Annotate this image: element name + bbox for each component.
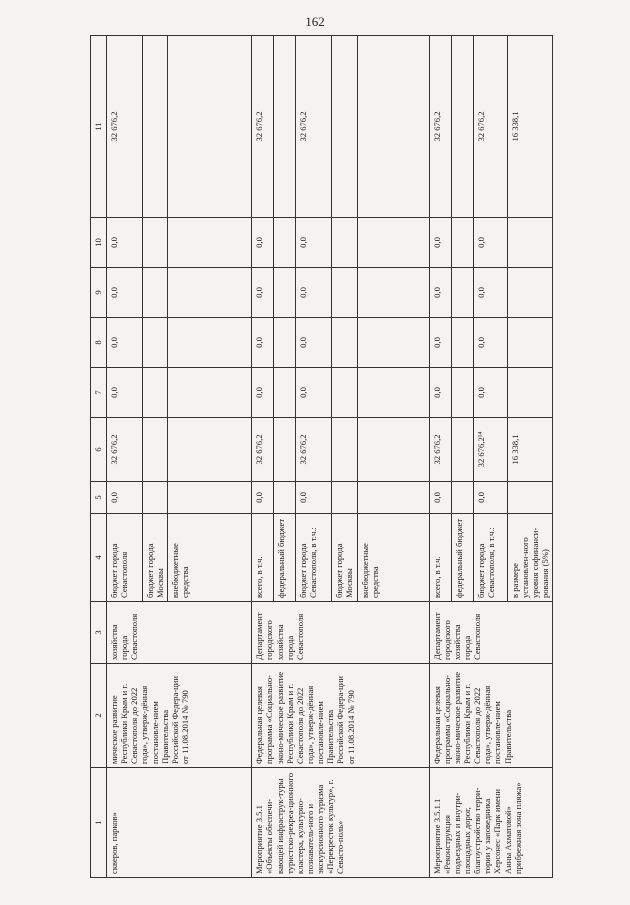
value-cell: 32 676,2 — [252, 36, 274, 218]
value-cell: 32 676,2 — [296, 418, 332, 482]
value-cell — [143, 36, 168, 218]
value-cell — [451, 418, 473, 482]
value-cell — [357, 418, 429, 482]
value-cell — [274, 218, 296, 268]
value-cell — [143, 482, 168, 514]
value-cell: 0,0 — [296, 268, 332, 318]
value-cell: 0,0 — [429, 482, 451, 514]
funding-source-cell: бюджет города Москвы — [143, 514, 168, 602]
header-cell: 5 — [91, 482, 107, 514]
value-cell — [451, 218, 473, 268]
measure-name-cell: Мероприятие 3.5.1 «Объекты обеспечи-вающей инфраструк-туры туристско-рекреа-ционного кластера, культурно-познаватель-ного и экскурсионного туризма «Перекресток культур», г. Севасто-поль» — [252, 768, 429, 878]
value-cell: 0,0 — [107, 218, 143, 268]
department-cell: Департамент городского хозяйства города Севастополя — [429, 602, 553, 664]
value-cell — [451, 268, 473, 318]
value-cell — [451, 36, 473, 218]
value-cell — [507, 368, 553, 418]
funding-source-cell: в размере установлен-ного уровня софинанси-рования (5%) — [507, 514, 553, 602]
value-cell — [168, 482, 252, 514]
value-cell — [274, 482, 296, 514]
value-cell — [332, 368, 357, 418]
value-cell — [507, 318, 553, 368]
header-cell: 7 — [91, 368, 107, 418]
value-cell — [507, 218, 553, 268]
header-cell: 11 — [91, 36, 107, 218]
value-cell: 0,0 — [473, 482, 507, 514]
value-cell — [332, 218, 357, 268]
table-row — [252, 36, 274, 878]
value-cell — [332, 318, 357, 368]
funding-source-cell: бюджет города Севастополя — [107, 514, 143, 602]
department-cell: хозяйства города Севастополя — [107, 602, 252, 664]
budget-table — [90, 35, 553, 878]
value-cell: 0,0 — [252, 482, 274, 514]
value-cell — [143, 268, 168, 318]
value-cell: 0,0 — [429, 368, 451, 418]
value-cell: 32 676,2 — [296, 36, 332, 218]
value-cell: 0,0 — [107, 268, 143, 318]
funding-source-cell: внебюджетные средства — [168, 514, 252, 602]
value-cell: 0,0 — [429, 318, 451, 368]
value-cell — [274, 318, 296, 368]
value-cell: 32 676,2 — [429, 36, 451, 218]
header-cell: 9 — [91, 268, 107, 318]
value-cell: 0,0 — [429, 218, 451, 268]
value-cell — [332, 268, 357, 318]
value-cell — [168, 418, 252, 482]
measure-name-cell: скверов, парков» — [107, 768, 252, 878]
program-cell: Федеральная целевая программа «Социально-эконо-мическое развитие Республики Крым и г. Севастополя до 2022 года», утверж-дённая постановле-нием Правительства Российской Федера-ции от 11.08.2014 № 790 — [252, 664, 429, 768]
funding-source-cell: федеральный бюджет — [274, 514, 296, 602]
value-cell — [357, 482, 429, 514]
value-cell — [168, 36, 252, 218]
value-cell: 0,0 — [296, 218, 332, 268]
value-cell — [357, 36, 429, 218]
value-cell: 32 676,2 — [107, 36, 143, 218]
funding-source-cell: бюджет города Севастополя, в т.ч.: — [473, 514, 507, 602]
funding-source-cell: всего, в т.ч. — [252, 514, 274, 602]
program-cell: мическое развитие Республики Крым и г. Севастополя до 2022 года», утверж-дённая постановле-нием Правительства Российской Федера-ции от 11.08.2014 № 790 — [107, 664, 252, 768]
value-cell — [357, 268, 429, 318]
value-cell: 32 676,2 — [429, 418, 451, 482]
value-cell — [357, 368, 429, 418]
value-cell — [168, 368, 252, 418]
value-cell — [357, 318, 429, 368]
value-cell: 32 676,2 — [107, 418, 143, 482]
funding-source-cell: бюджет города Москвы — [332, 514, 357, 602]
value-cell: 0,0 — [252, 268, 274, 318]
header-row — [91, 36, 107, 878]
value-cell — [274, 268, 296, 318]
value-cell: 0,0 — [296, 482, 332, 514]
header-cell: 1 — [91, 768, 107, 878]
header-cell: 6 — [91, 418, 107, 482]
header-cell: 3 — [91, 602, 107, 664]
value-cell: 32 676,2 — [252, 418, 274, 482]
value-cell: 0,0 — [473, 368, 507, 418]
value-cell: 0,0 — [252, 218, 274, 268]
funding-source-cell: федеральный бюджет — [451, 514, 473, 602]
value-cell — [168, 318, 252, 368]
value-cell — [451, 368, 473, 418]
value-cell — [168, 268, 252, 318]
value-cell: 0,0 — [107, 368, 143, 418]
measure-name-cell: Мероприятие 3.5.1.1 «Реконструкция подъездных и внутри-площадных дорог, благоустройство терри-тории у заповедника Херсонес «Парк имени Анны Ахматовой» прибрежная зона пляжа» — [429, 768, 553, 878]
value-cell: 16 338,1 — [507, 36, 553, 218]
funding-source-cell: внебюджетные средства — [357, 514, 429, 602]
value-cell — [451, 482, 473, 514]
value-cell: 32 676,2¹⁴ — [473, 418, 507, 482]
value-cell — [451, 318, 473, 368]
value-cell — [274, 368, 296, 418]
value-cell — [143, 418, 168, 482]
value-cell: 32 676,2 — [473, 36, 507, 218]
value-cell: 0,0 — [473, 318, 507, 368]
value-cell: 0,0 — [473, 268, 507, 318]
rotated-table-wrapper — [90, 36, 550, 878]
value-cell — [507, 268, 553, 318]
value-cell — [332, 482, 357, 514]
header-cell: 8 — [91, 318, 107, 368]
header-cell: 10 — [91, 218, 107, 268]
header-cell: 4 — [91, 514, 107, 602]
value-cell: 0,0 — [107, 482, 143, 514]
funding-source-cell: всего, в т.ч. — [429, 514, 451, 602]
value-cell: 16 338,1 — [507, 418, 553, 482]
value-cell — [507, 482, 553, 514]
header-cell: 2 — [91, 664, 107, 768]
value-cell: 0,0 — [252, 318, 274, 368]
table-row — [429, 36, 451, 878]
table-row — [107, 36, 143, 878]
value-cell — [274, 418, 296, 482]
department-cell: Департамент городского хозяйства города Севастополя — [252, 602, 429, 664]
value-cell: 0,0 — [252, 368, 274, 418]
value-cell — [143, 318, 168, 368]
value-cell — [332, 36, 357, 218]
value-cell — [357, 218, 429, 268]
value-cell: 0,0 — [296, 318, 332, 368]
value-cell: 0,0 — [296, 368, 332, 418]
page-number: 162 — [305, 14, 325, 29]
value-cell — [274, 36, 296, 218]
value-cell: 0,0 — [107, 318, 143, 368]
value-cell: 0,0 — [429, 268, 451, 318]
value-cell — [143, 368, 168, 418]
funding-source-cell: бюджет города Севастополя, в т.ч.: — [296, 514, 332, 602]
value-cell: 0,0 — [473, 218, 507, 268]
value-cell — [332, 418, 357, 482]
value-cell — [143, 218, 168, 268]
value-cell — [168, 218, 252, 268]
program-cell: Федеральная целевая программа «Социально-эконо-мическое развитие Республики Крым и г. Севастополя до 2022 года», утверж-дённая постановле-нием Правительства — [429, 664, 553, 768]
